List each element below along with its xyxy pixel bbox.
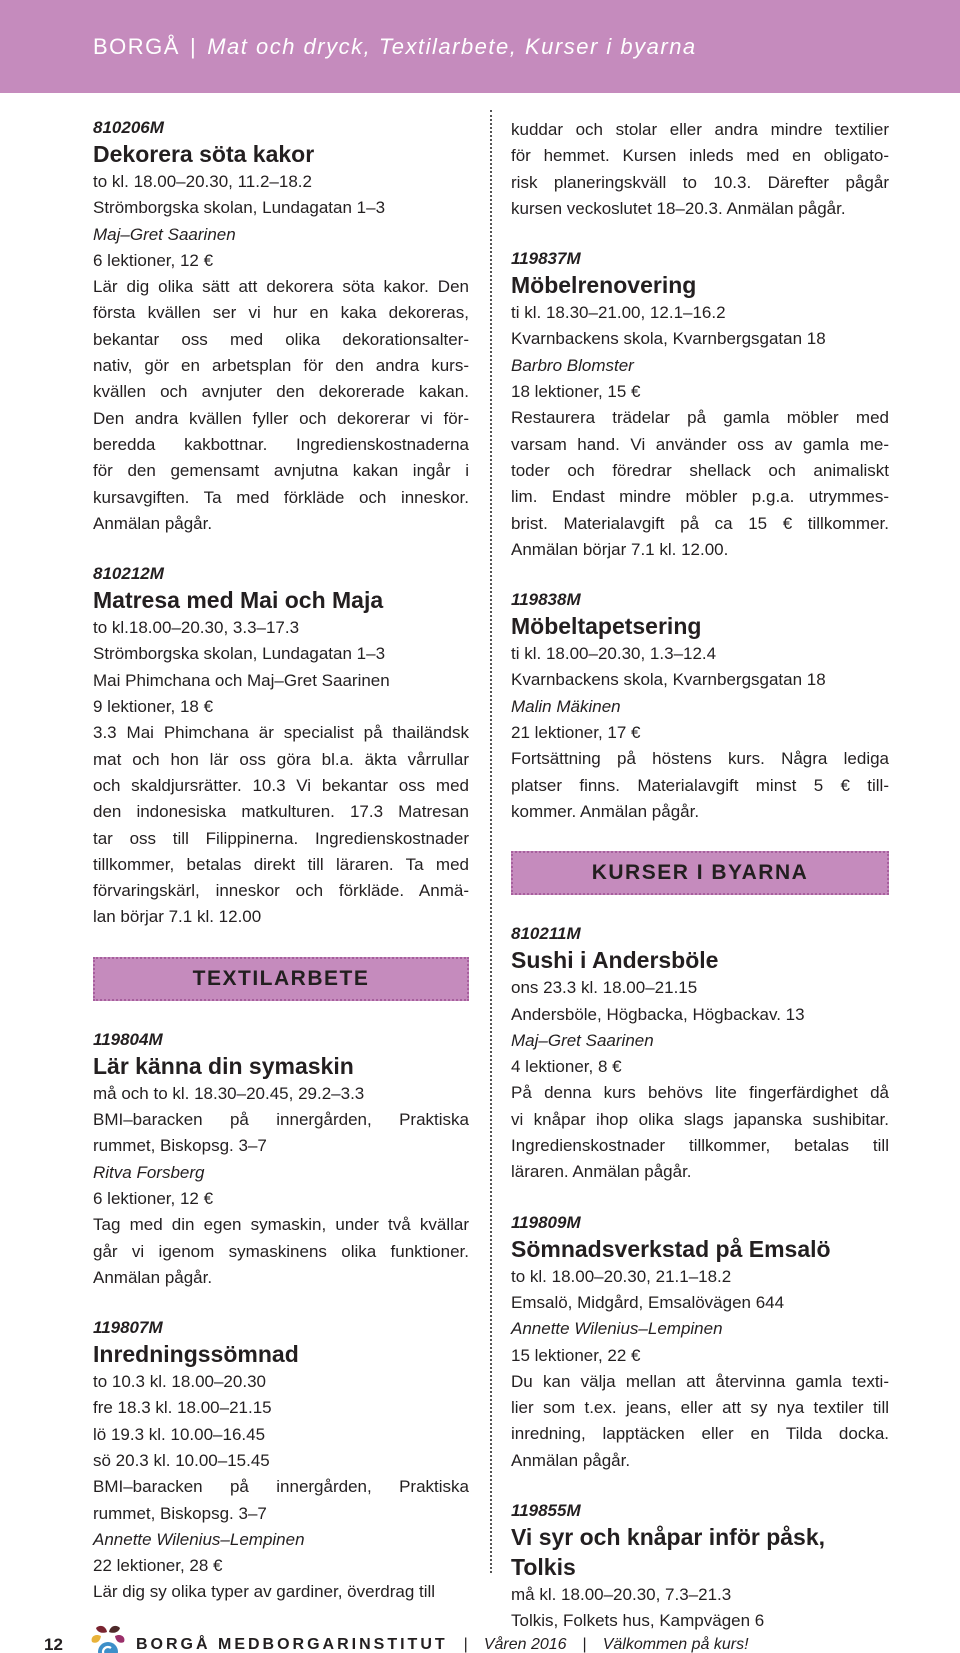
- course-detail: Andersböle, Högbacka, Högbackav. 13: [511, 1004, 805, 1024]
- course-detail: ons 23.3 kl. 18.00–21.15: [511, 978, 698, 998]
- course-description-line: På denna kurs behövs lite fingerfärdighet då: [511, 1083, 889, 1103]
- course-detail: Strömborgska skolan, Lundagatan 1–3: [93, 644, 386, 664]
- course-entry: [511, 923, 889, 1185]
- course-description-line: kommer. Anmälan pågår.: [511, 801, 700, 821]
- course-description-line: Ingredienskostnader tillkommer, betalas till: [511, 1136, 889, 1156]
- course-description-line: Anmälan pågår.: [93, 1267, 213, 1287]
- course-entry: [511, 248, 889, 563]
- header-separator: |: [189, 34, 198, 59]
- right-courses-top: [511, 248, 889, 825]
- course-title: Sömnadsverkstad på Emsalö: [511, 1235, 831, 1262]
- course-description-line: Lär dig sy olika typer av gardiner, överdrag till: [93, 1582, 436, 1602]
- footer-term: Våren 2016: [483, 1636, 567, 1653]
- header-place: BORGÅ: [93, 34, 180, 59]
- course-detail: to kl. 18.00–20.30, 11.2–18.2: [93, 172, 312, 191]
- footer-brand: BORGÅ MEDBORGARINSTITUT: [136, 1636, 448, 1653]
- course-description-line: Du kan välja mellan att återvinna gamla texti-: [511, 1371, 889, 1391]
- course-description-line: risk planeringskväll to 10.3. Därefter pågår: [511, 172, 889, 192]
- course-entry: [511, 1212, 889, 1474]
- course-detail: rummet, Biskopsg. 3–7: [93, 1503, 267, 1523]
- course-description-line: tillkommer, betalas direkt till läraren. Ta med: [93, 854, 469, 874]
- course-description-line: för den gemensamt avnjutna kakan ingår i: [93, 461, 469, 481]
- course-teacher: Annette Wilenius–Lempinen: [93, 1529, 305, 1549]
- course-description-line: Fortsättning på höstens kurs. Några lediga: [511, 749, 889, 769]
- course-description-line: förvaringskärl, inneskor och förkläde. Anmä-: [93, 881, 469, 901]
- course-description-line: den indonesiska matkulturen. 17.3 Matresan: [93, 802, 469, 822]
- course-description-line: går vi igenom symaskinens olika funktioner.: [93, 1241, 469, 1261]
- section-heading-textilarbete: TEXTILARBETE: [93, 957, 469, 1001]
- course-description-line: 3.3 Mai Phimchana är specialist på thailändsk: [93, 723, 469, 743]
- course-description-line: kursen veckoslutet 18–20.3. Anmälan pågår.: [511, 198, 846, 218]
- course-title: Dekorera söta kakor: [93, 141, 315, 167]
- course-detail: to 10.3 kl. 18.00–20.30: [93, 1372, 266, 1392]
- course-description-line: läraren. Anmälan pågår.: [511, 1162, 692, 1182]
- course-description-line: toder och föredrar shellack och animaliskt: [511, 460, 889, 480]
- course-detail: 18 lektioner, 15 €: [511, 382, 641, 402]
- footer-slogan: Välkommen på kurs!: [602, 1636, 749, 1653]
- course-detail: 6 lektioner, 12 €: [93, 250, 214, 270]
- course-description-line: tar oss till Filippinerna. Ingredienskostnader: [93, 828, 469, 848]
- course-detail: lö 19.3 kl. 10.00–16.45: [93, 1424, 266, 1444]
- course-id: 119838M: [511, 590, 581, 610]
- continued-text: [511, 117, 889, 222]
- course-description-line: kvällen och avnjuter den dekorerade kakan.: [93, 382, 469, 402]
- course-title: Inredningssömnad: [93, 1341, 299, 1368]
- course-title: Möbeltapetsering: [511, 613, 702, 640]
- course-entry: [93, 563, 469, 931]
- course-description-line: mat och hon lär oss göra bl.a. äkta vårrullar: [93, 749, 469, 769]
- course-detail: Tolkis, Folkets hus, Kampvägen 6: [511, 1611, 765, 1631]
- course-description-line: kuddar och stolar eller andra mindre textilier: [511, 120, 889, 139]
- course-description-line: för hemmet. Kursen inleds med en obligato-: [511, 146, 889, 166]
- course-teacher: Ritva Forsberg: [93, 1162, 205, 1182]
- course-detail: Strömborgska skolan, Lundagatan 1–3: [93, 198, 386, 218]
- section-heading-kurser-i-byarna: KURSER I BYARNA: [511, 851, 889, 895]
- course-id: 119809M: [511, 1212, 581, 1232]
- course-teacher: Annette Wilenius–Lempinen: [511, 1319, 723, 1339]
- course-entry: [93, 1029, 469, 1291]
- course-detail: Kvarnbackens skola, Kvarnbergsgatan 18: [511, 670, 826, 690]
- course-detail: 15 lektioner, 22 €: [511, 1345, 641, 1365]
- course-id: 810211M: [511, 924, 581, 944]
- course-detail: ti kl. 18.30–21.00, 12.1–16.2: [511, 303, 726, 323]
- right-column: [511, 117, 889, 1635]
- course-title: Sushi i Andersböle: [511, 947, 719, 974]
- course-detail: sö 20.3 kl. 10.00–15.45: [93, 1450, 270, 1470]
- course-detail: 4 lektioner, 8 €: [511, 1057, 622, 1077]
- course-description-line: och skaldjursrätter. 10.3 Vi bekantar oss med: [93, 775, 469, 795]
- course-entry: [93, 1317, 469, 1606]
- course-detail: 9 lektioner, 18 €: [93, 697, 214, 717]
- course-detail: må kl. 18.00–20.30, 7.3–21.3: [511, 1584, 732, 1604]
- course-id: 119855M: [511, 1500, 581, 1520]
- course-detail: Mai Phimchana och Maj–Gret Saarinen: [93, 670, 390, 690]
- course-description-line: Restaurera trädelar på gamla möbler med: [511, 408, 889, 428]
- course-description-line: inredning, lapptäcken eller en Tilda docka.: [511, 1424, 889, 1444]
- course-detail: ti kl. 18.00–20.30, 1.3–12.4: [511, 644, 717, 664]
- page-footer: [0, 1622, 960, 1653]
- course-description-line: lan börjar 7.1 kl. 12.00: [93, 907, 262, 927]
- course-teacher: Malin Mäkinen: [511, 696, 621, 716]
- right-courses-bottom: [511, 923, 889, 1634]
- course-entry: [93, 117, 469, 537]
- page-number: 12: [44, 1635, 63, 1653]
- course-detail: 21 lektioner, 17 €: [511, 723, 641, 743]
- course-description-line: Den andra kvällen fyller och dekorerar vi för-: [93, 408, 469, 428]
- course-description-line: varsam hand. Vi använder oss av gamla me-: [511, 434, 889, 454]
- course-title: Vi syr och knåpar inför påsk, Tolkis: [511, 1523, 826, 1580]
- course-description-line: Anmälan börjar 7.1 kl. 12.00.: [511, 539, 729, 559]
- course-detail: fre 18.3 kl. 18.00–21.15: [93, 1398, 272, 1418]
- course-description-line: bekantar oss med olika dekorationsalter-: [93, 329, 469, 349]
- header-title: [93, 34, 697, 60]
- course-detail: Emsalö, Midgård, Emsalövägen 644: [511, 1292, 785, 1312]
- course-title: Lär känna din symaskin: [93, 1052, 354, 1079]
- course-detail: rummet, Biskopsg. 3–7: [93, 1136, 267, 1156]
- header-subtitle: Mat och dryck, Textilarbete, Kurser i byarna: [207, 34, 697, 59]
- course-description-line: vi knåpar ihop olika slags japanska sushibitar.: [511, 1109, 889, 1129]
- page-header: [0, 0, 960, 93]
- course-teacher: Barbro Blomster: [511, 355, 634, 375]
- course-description-line: nativ, gör en arbetsplan för den andra kurs-: [93, 356, 469, 376]
- course-detail: to kl.18.00–20.30, 3.3–17.3: [93, 618, 300, 638]
- footer-separator-1: |: [463, 1636, 468, 1653]
- column-divider: [490, 110, 492, 1573]
- course-detail: 6 lektioner, 12 €: [93, 1188, 214, 1208]
- course-detail: Kvarnbackens skola, Kvarnbergsgatan 18: [511, 329, 826, 349]
- institute-logo-icon: [86, 1622, 130, 1653]
- course-description-line: brist. Materialavgift på ca 15 € tillkommer.: [511, 513, 889, 533]
- course-entry: [511, 589, 889, 825]
- left-column: [93, 117, 469, 1606]
- course-description-line: lier som t.ex. jeans, eller att sy nya textiler till: [511, 1398, 889, 1418]
- course-id: 119837M: [511, 249, 581, 269]
- course-description-line: Lär dig olika sätt att dekorera söta kakor. Den: [93, 277, 469, 297]
- course-detail: BMI–baracken på innergården, Praktiska: [93, 1477, 469, 1497]
- left-courses-bottom: [93, 1029, 469, 1606]
- course-description-line: lim. Endast mindre möbler p.g.a. utrymmes-: [511, 487, 889, 507]
- course-teacher: Maj–Gret Saarinen: [511, 1030, 654, 1050]
- course-id: 810212M: [93, 564, 164, 584]
- course-description-line: Anmälan pågår.: [511, 1450, 631, 1470]
- course-id: 119804M: [93, 1029, 163, 1049]
- course-entry: [511, 1500, 889, 1635]
- course-description-line: första kvällen ser vi hur en kaka dekoreras,: [93, 303, 469, 323]
- course-title: Matresa med Mai och Maja: [93, 587, 384, 614]
- course-detail: BMI–baracken på innergården, Praktiska: [93, 1110, 469, 1130]
- course-description-line: kursavgiften. Ta med förkläde och inneskor.: [93, 487, 469, 507]
- course-detail: to kl. 18.00–20.30, 21.1–18.2: [511, 1266, 732, 1286]
- course-teacher: Maj–Gret Saarinen: [93, 224, 236, 244]
- course-id: 119807M: [93, 1318, 163, 1338]
- course-description-line: beredda kakbottnar. Ingredienskostnaderna: [93, 434, 469, 454]
- course-description-line: Anmälan pågår.: [93, 513, 213, 533]
- footer-separator-2: |: [582, 1636, 587, 1653]
- course-title: Möbelrenovering: [511, 272, 697, 299]
- course-id: 810206M: [93, 118, 164, 137]
- course-detail: må och to kl. 18.30–20.45, 29.2–3.3: [93, 1083, 365, 1103]
- footer-text: [136, 1636, 749, 1653]
- course-detail: 22 lektioner, 28 €: [93, 1556, 223, 1576]
- course-description-line: Tag med din egen symaskin, under två kvällar: [93, 1215, 469, 1235]
- course-description-line: platser finns. Materialavgift minst 5 € till-: [511, 775, 889, 795]
- left-courses-top: [93, 117, 469, 931]
